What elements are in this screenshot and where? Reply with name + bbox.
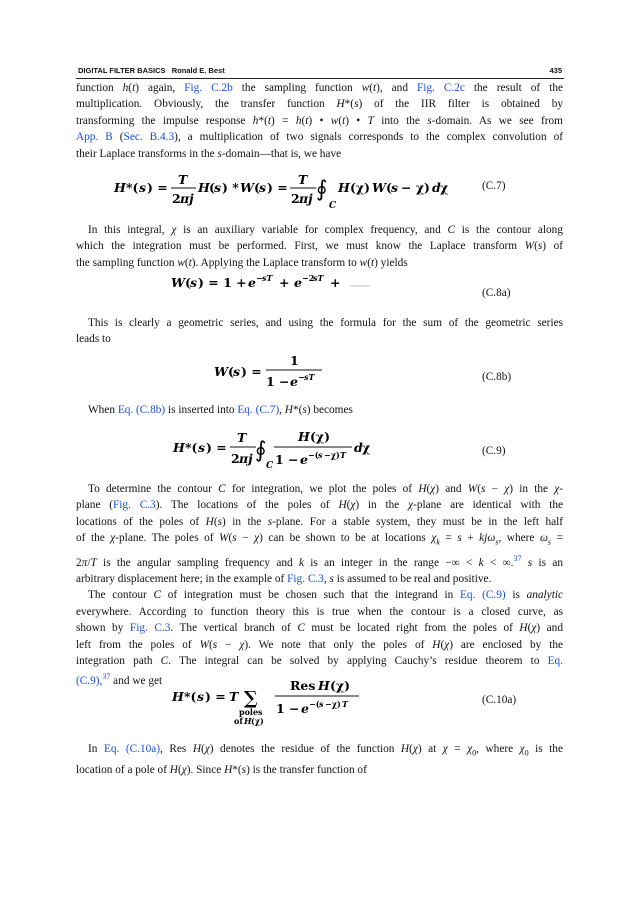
svg-text:1: 1 bbox=[290, 353, 299, 368]
link-footnote-37b[interactable]: 37 bbox=[102, 672, 111, 682]
equation-number-c9: (C.9) bbox=[482, 445, 506, 457]
link-eq-c8b[interactable]: Eq. (C.8b) bbox=[117, 404, 166, 416]
svg-text:) =: ) = bbox=[267, 180, 288, 195]
svg-text:s: s bbox=[139, 180, 147, 195]
svg-text:) =: ) = bbox=[206, 440, 227, 455]
svg-text:s: s bbox=[197, 689, 205, 704]
svg-text:∑: ∑ bbox=[244, 688, 258, 709]
svg-text:) =: ) = bbox=[241, 364, 262, 379]
svg-text:πj: πj bbox=[239, 451, 253, 466]
equation-number-c8a: (C.8a) bbox=[482, 287, 511, 299]
svg-text:C: C bbox=[266, 461, 274, 471]
link-eq-c7[interactable]: Eq. (C.7) bbox=[237, 404, 280, 416]
svg-text:H: H bbox=[298, 429, 310, 444]
svg-text:2: 2 bbox=[172, 191, 181, 206]
svg-text:e: e bbox=[294, 275, 302, 290]
svg-text:∮: ∮ bbox=[255, 438, 267, 463]
svg-text:1 −: 1 − bbox=[276, 701, 300, 716]
svg-text:T: T bbox=[298, 172, 308, 187]
svg-text:) *: ) * bbox=[222, 180, 239, 195]
svg-text:s: s bbox=[259, 180, 267, 195]
equation-c7-graphic bbox=[76, 170, 563, 214]
svg-text:(: ( bbox=[254, 180, 260, 195]
svg-text:e: e bbox=[300, 452, 308, 467]
link-fig-c3[interactable]: Fig. C.3 bbox=[113, 499, 156, 512]
svg-text:W: W bbox=[171, 275, 186, 290]
svg-text:1 −: 1 − bbox=[266, 374, 290, 389]
svg-text:s: s bbox=[198, 440, 206, 455]
svg-text:W: W bbox=[372, 180, 387, 195]
svg-text:s: s bbox=[214, 180, 222, 195]
equation-c9 bbox=[76, 428, 563, 474]
svg-text:) = 1 +: ) = 1 + bbox=[198, 275, 247, 290]
svg-text:T: T bbox=[178, 172, 188, 187]
svg-text:s: s bbox=[233, 364, 241, 379]
svg-text:s: s bbox=[190, 275, 198, 290]
link-eq-c9-b-b[interactable]: (C.9), bbox=[76, 675, 103, 688]
svg-text:d: d bbox=[432, 180, 441, 195]
svg-text:e: e bbox=[248, 275, 256, 290]
svg-text:H: H bbox=[198, 180, 210, 195]
svg-text:χ: χ bbox=[362, 440, 371, 455]
equation-c8a bbox=[76, 272, 563, 302]
page-number: 435 bbox=[549, 66, 562, 75]
svg-text:Res: Res bbox=[290, 678, 316, 693]
svg-text:χ: χ bbox=[440, 180, 449, 195]
svg-text:(: ( bbox=[185, 275, 191, 290]
header-author: Ronald E. Best bbox=[171, 66, 225, 75]
svg-text:) =: ) = bbox=[147, 180, 168, 195]
svg-text:*(: *( bbox=[126, 180, 139, 195]
svg-text:− χ): − χ) bbox=[401, 180, 430, 195]
header-title: DIGITAL FILTER BASICS bbox=[78, 66, 166, 75]
svg-text:(χ): (χ) bbox=[350, 180, 371, 195]
svg-text:d: d bbox=[354, 440, 363, 455]
svg-text:−χ): −χ) bbox=[325, 699, 341, 709]
paragraph-geometric: This is clearly a geometric series, and using the formula for the sum of the geometric series leads to bbox=[76, 317, 563, 346]
svg-text:T: T bbox=[229, 689, 239, 704]
link-fig-c2c[interactable]: Fig. C.2c bbox=[416, 82, 465, 94]
svg-text:sT: sT bbox=[262, 273, 273, 283]
equation-number-c8b: (C.8b) bbox=[482, 371, 512, 383]
svg-text:+: + bbox=[279, 275, 290, 290]
svg-text:T: T bbox=[237, 430, 247, 445]
equation-c10a bbox=[76, 676, 563, 730]
link-eq-c10a[interactable]: Eq. (C.10a) bbox=[103, 743, 161, 755]
svg-text:H: H bbox=[318, 678, 330, 693]
svg-text:πj: πj bbox=[180, 191, 194, 206]
svg-text:1 −: 1 − bbox=[275, 452, 299, 467]
svg-text:C: C bbox=[329, 201, 337, 211]
svg-text:−2: −2 bbox=[302, 273, 315, 283]
svg-text:e: e bbox=[290, 374, 298, 389]
svg-text:−: − bbox=[256, 273, 263, 283]
svg-text:W: W bbox=[240, 180, 255, 195]
equation-c7 bbox=[76, 170, 563, 214]
paragraph-intro: function h(t) again, Fig. C.2b the sampling function w(t), and Fig. C.2c the result of the multiplication. Obviously, the transfer function H*(s) of the IIR filter is obtained by transforming the impulse response h*(t) = h(t) • w(t) • T into the s-domain. As we see from App. B (Sec. B.4.3), a multiplication of two signals corresponds to the complex convolution of their Laplace transforms in the s-domain—that is, we have bbox=[76, 82, 563, 160]
running-header bbox=[76, 64, 564, 79]
link-sec-b43[interactable]: Sec. B.4.3 bbox=[123, 131, 175, 144]
header-left bbox=[78, 66, 225, 75]
svg-text:(: ( bbox=[228, 364, 234, 379]
svg-text:*(: *( bbox=[185, 440, 198, 455]
link-footnote-37a[interactable]: 37 bbox=[513, 553, 522, 563]
svg-text:πj: πj bbox=[299, 191, 313, 206]
link-fig-c3-c[interactable]: Fig. C.3 bbox=[129, 622, 171, 635]
svg-text:of: of bbox=[234, 716, 243, 726]
svg-text:sT: sT bbox=[304, 372, 315, 382]
svg-text:(χ): (χ) bbox=[251, 716, 264, 726]
svg-text:2: 2 bbox=[291, 191, 300, 206]
svg-text:s: s bbox=[319, 699, 324, 709]
svg-text:∮: ∮ bbox=[316, 177, 328, 202]
svg-text:e: e bbox=[301, 701, 309, 716]
svg-text:H: H bbox=[173, 440, 185, 455]
equation-c8b bbox=[76, 352, 563, 394]
link-app-b[interactable]: App. B bbox=[76, 131, 113, 144]
svg-text:(: ( bbox=[386, 180, 392, 195]
svg-text:H: H bbox=[172, 689, 184, 704]
link-fig-c2b[interactable]: Fig. C.2b bbox=[184, 82, 233, 94]
svg-text:−χ): −χ) bbox=[324, 450, 340, 460]
link-eq-c9-b-a[interactable]: Eq. bbox=[547, 655, 563, 668]
svg-text:−(: −( bbox=[309, 699, 320, 709]
svg-text:T: T bbox=[342, 699, 348, 709]
svg-text:−: − bbox=[298, 372, 305, 382]
link-fig-c3-b[interactable]: Fig. C.3 bbox=[287, 573, 324, 586]
svg-text:(χ): (χ) bbox=[310, 429, 331, 444]
svg-text:H: H bbox=[244, 716, 252, 726]
svg-text:−(: −( bbox=[308, 450, 319, 460]
svg-text:H: H bbox=[338, 180, 350, 195]
svg-text:s: s bbox=[318, 450, 323, 460]
svg-text:*(: *( bbox=[184, 689, 197, 704]
svg-text:H: H bbox=[114, 180, 126, 195]
svg-text:T: T bbox=[340, 450, 346, 460]
paragraph-contour: To determine the contour C for integration, we plot the poles of H(χ) and W(s − χ) in the χ- plane (Fig. C.3). The locations of the poles of H(χ) in the χ-plane are identical with the locations of the poles of H(s) in the s-plane. For a stable system, they must be in the left half of the χ-plane. The poles of W(s − χ) can be shown to be at locations $\chi_k = s + kj\omega_s$, where $\omega_s$ = 2π/T is the angular sampling frequency and k is an integer in the range −∞ < k < ∞.$^{37}$ s is an arbitrary displacement here; in the example of Fig. C.3, s is assumed to be real and positive. The contour C of integration must be chosen such that the integrand in Eq. (C.9) is analytic everywhere. According to function theory this is true when the contour is a closed curve, as shown by Fig. C.3. The vertical branch of C must be located right from the poles of H(χ) and left from the poles of W(s − χ). We note that only the poles of H(χ) are enclosed by the integration path C. The integral can be solved by applying Cauchy’s residue theorem to Eq. (C.9),$^{37}$ and we get bbox=[76, 483, 564, 688]
svg-text:(: ( bbox=[209, 180, 215, 195]
paragraph-inserted: When Eq. (C.8b) is inserted into Eq. (C.7), H*(s) becomes bbox=[88, 404, 353, 416]
paragraph-residue: In Eq. (C.10a), Res H(χ) denotes the residue of the function H(χ) at $\chi = \chi_0$, where $\chi_0$ is the location of a pole of H(χ). Since H*(s) is the transfer function of bbox=[76, 743, 563, 776]
svg-text:sT: sT bbox=[313, 273, 324, 283]
equation-number-c10a: (C.10a) bbox=[482, 694, 517, 706]
svg-text:+: + bbox=[330, 275, 341, 290]
paragraph-integral: In this integral, χ is an auxiliary variable for complex frequency, and C is the contour along which the integration must be performed. First, we must know the Laplace transform W(s) of the sampling function w(t). Applying the Laplace transform to w(t) yields bbox=[76, 224, 564, 269]
svg-text:W: W bbox=[214, 364, 229, 379]
svg-text:poles: poles bbox=[239, 707, 263, 717]
svg-text:(χ): (χ) bbox=[330, 678, 351, 693]
link-eq-c9[interactable]: Eq. (C.9) bbox=[460, 589, 506, 602]
svg-text:2: 2 bbox=[231, 451, 240, 466]
equation-number-c7: (C.7) bbox=[482, 180, 506, 192]
svg-text:s: s bbox=[391, 180, 399, 195]
svg-text:) =: ) = bbox=[205, 689, 226, 704]
